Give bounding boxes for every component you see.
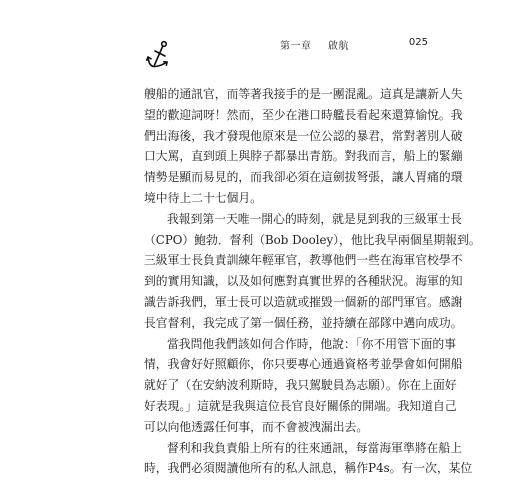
text-line: 望的歡迎詞呀！然而，至少在港口時艦長看起來還算愉悅。我	[144, 107, 463, 122]
paragraph	[144, 84, 463, 209]
text-line: 識告訴我們，軍士長可以造就或摧毀一個新的部門軍官。感謝	[144, 294, 463, 309]
text-line: 到的實用知識，以及如何應對真實世界的各種狀況。海軍的知	[144, 274, 463, 289]
text-line: 情，我會好好照顧你，你只要專心通過資格考並學會如何開船	[144, 357, 463, 372]
text-line: 口大罵，直到頭上與脖子都暴出青筋。對我而言，船上的緊繃	[144, 149, 463, 164]
text-line: 情勢是顯而易見的，而我卻必須在這劍拔弩張，讓人胃痛的環	[144, 170, 463, 185]
text-line: 督利和我負責船上所有的往來通訊，每當海軍準將在船上	[167, 440, 462, 455]
chapter-label: 第一章	[280, 41, 312, 52]
text-line: 長官督利，我完成了第一個任務，並持續在部隊中邁向成功。	[144, 315, 463, 330]
paragraph	[144, 438, 473, 480]
text-line: （CPO）鮑勃．督利（Bob Dooley），他比我早兩個星期報到。	[144, 232, 481, 247]
paragraph	[144, 209, 481, 334]
text-line: 當我問他我們該如何合作時，他說：「你不用管下面的事	[167, 336, 457, 351]
text-line: 時，我們必須閱讀他所有的私人訊息，稱作P4s。有一次，某位	[144, 461, 473, 476]
text-line: 艘船的通訊官，而等著我接手的是一團混亂。這真是讓新人失	[144, 87, 463, 101]
text-line: 三級軍士長負責訓練年輕軍官，教導他們一些在海軍官校學不	[144, 253, 463, 268]
text-line: 就好了（在安納波利斯時，我只駕駛員為志願）。你在上面好	[144, 378, 457, 393]
text-line: 們出海後，我才發現他原來是一位公認的暴君，常對著別人破	[144, 128, 463, 143]
page-number: 025	[408, 37, 428, 48]
body-text	[144, 84, 481, 479]
anchor-icon	[145, 40, 173, 70]
text-line: 境中待上二十七個月。	[144, 190, 262, 205]
text-line: 好表現。」這就是我與這位長官良好關係的開端。我知道自己	[144, 398, 457, 413]
paragraph	[144, 334, 463, 438]
running-header	[280, 37, 428, 51]
text-line: 我報到第一天唯一開心的時刻，就是見到我的三級軍士長	[167, 211, 462, 226]
section-title: 啟航	[328, 41, 349, 52]
text-line: 可以向他透露任何事，而不會被洩漏出去。	[144, 419, 369, 434]
